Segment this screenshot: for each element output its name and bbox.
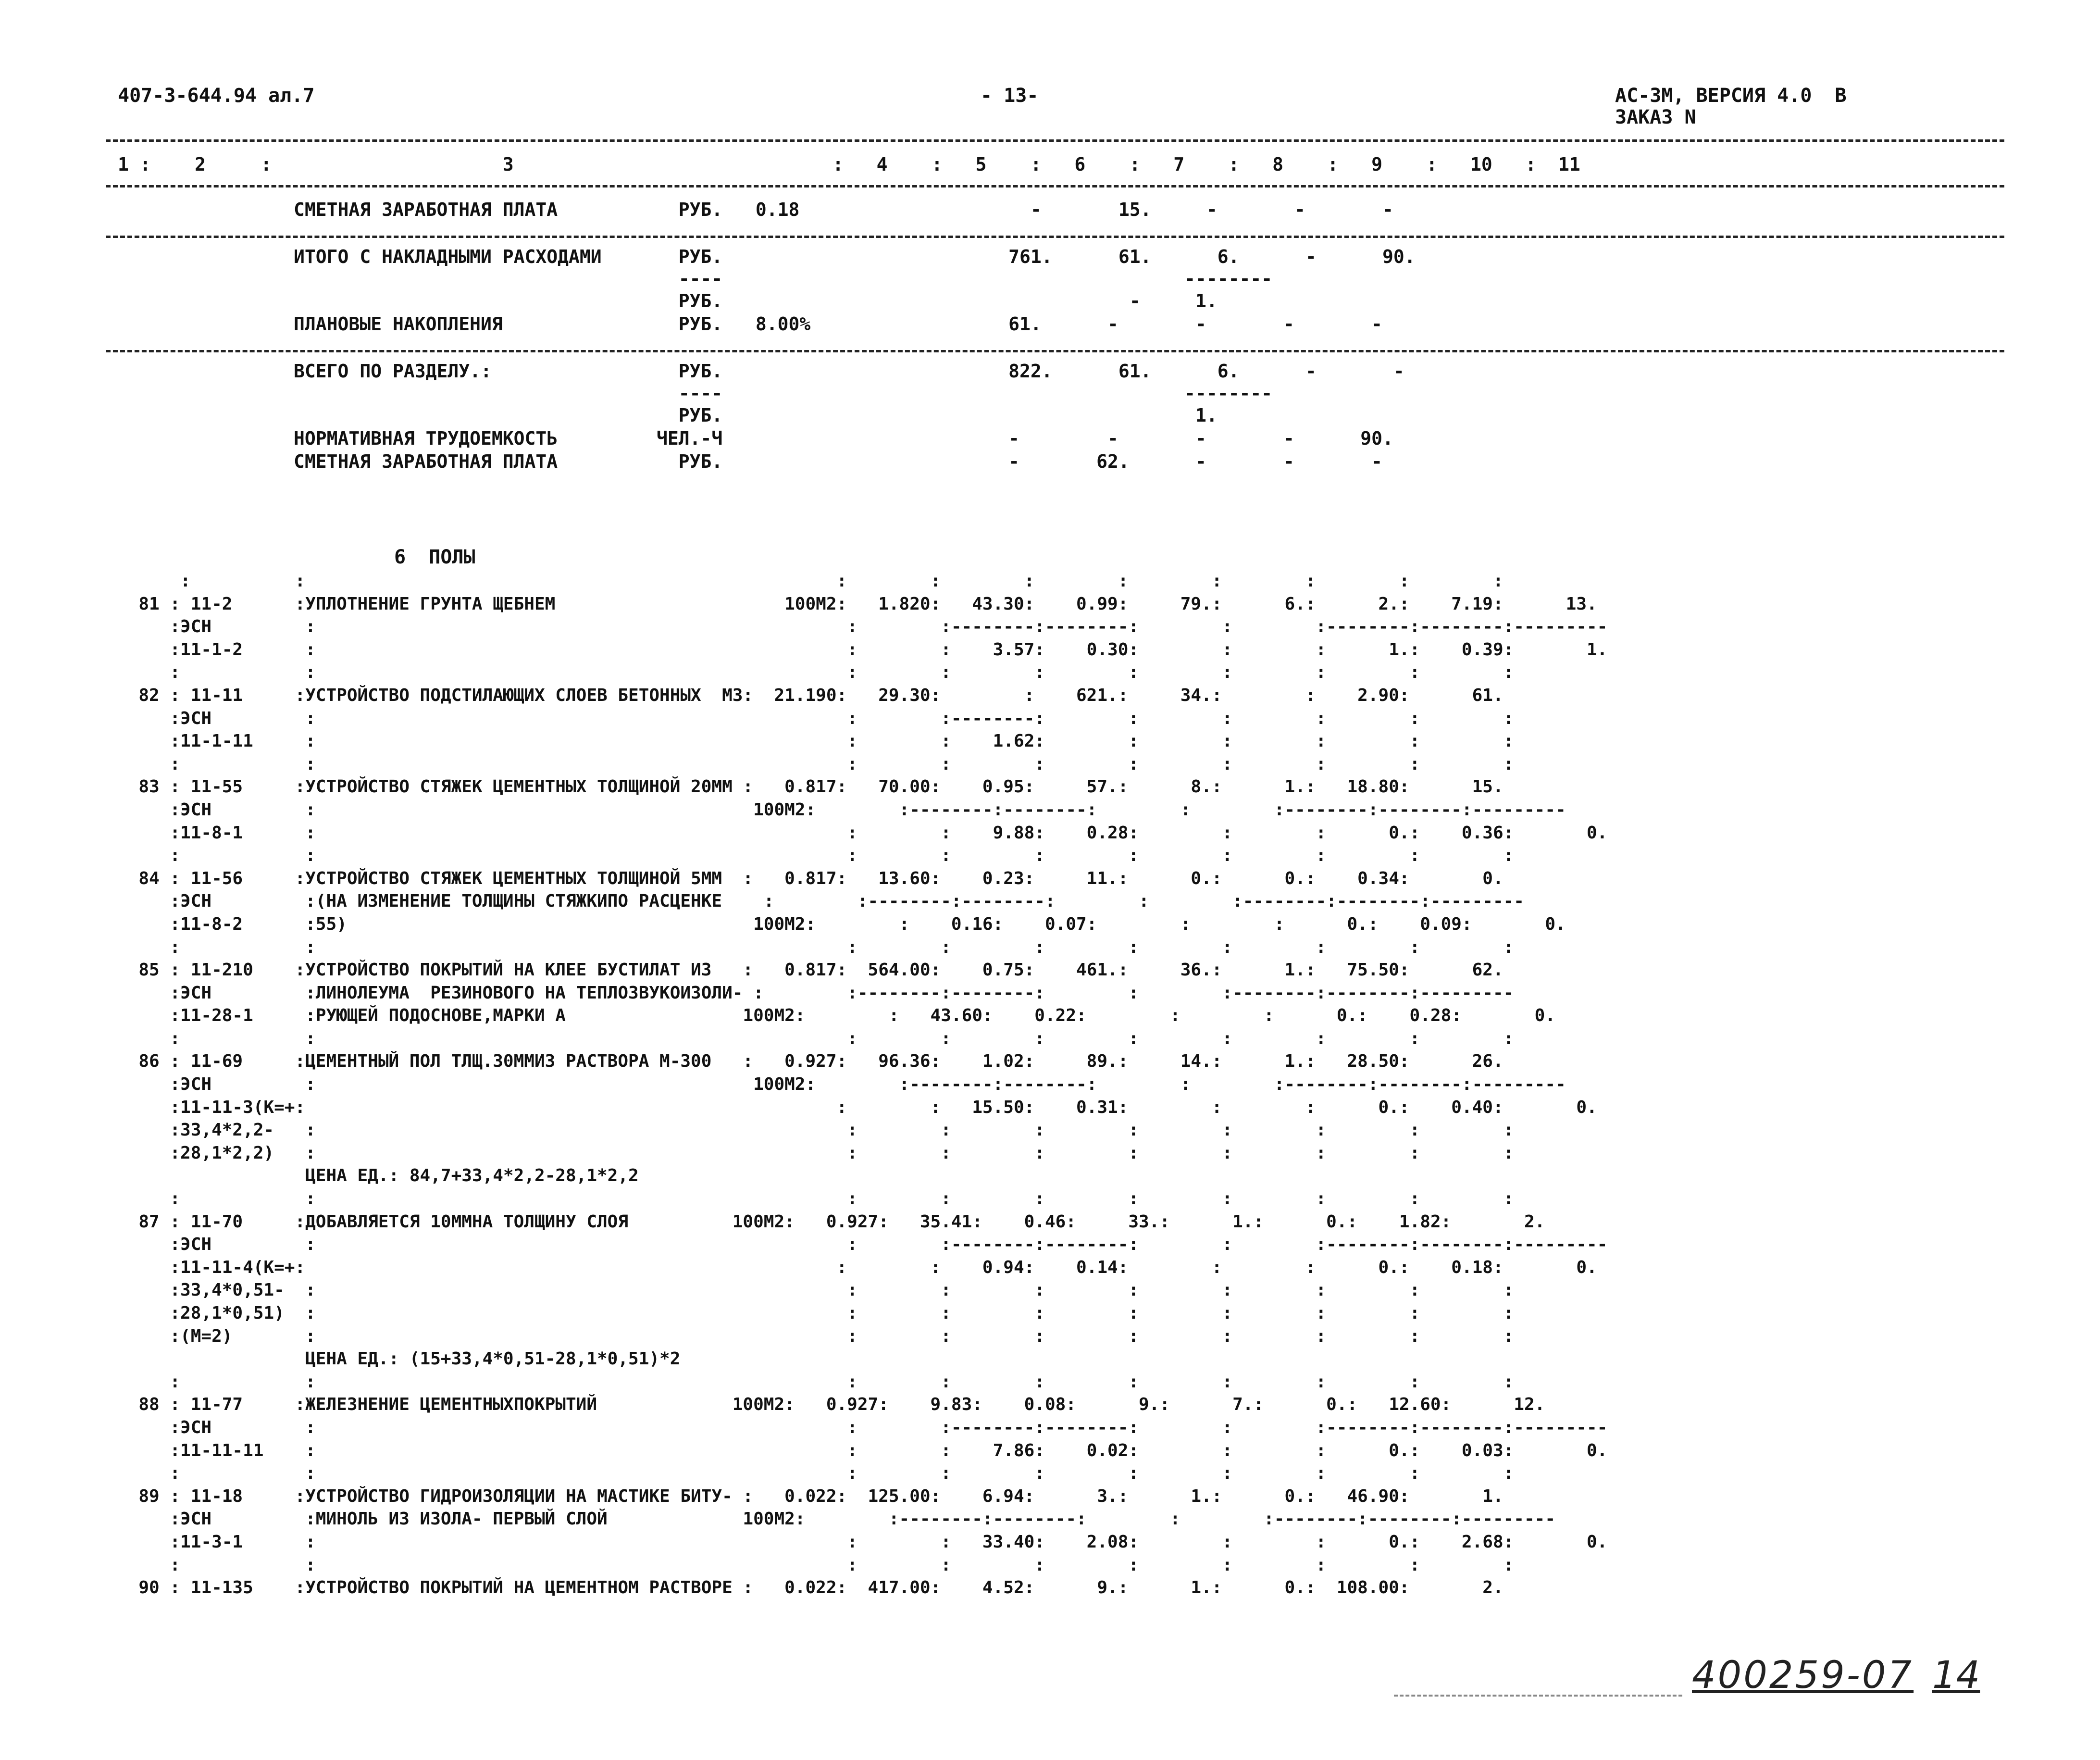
estimate-line: : : : : : : : : : : [118, 1463, 1514, 1484]
section-title: 6 ПОЛЫ [394, 546, 475, 568]
estimate-line: :11-28-1 :РУЮЩЕЙ ПОДОСНОВЕ,МАРКИ А 100М2: : 43.60: 0.22: : : 0.: 0.28: 0. [118, 1006, 1555, 1026]
summary-line: ---- -------- [118, 268, 1273, 289]
estimate-line: : : : : : : : : : : [118, 1189, 1514, 1209]
estimate-line: :11-11-4(К=+: : : 0.94: 0.14: : : 0.: 0.18: 0. [118, 1257, 1597, 1277]
estimate-line: : : : : : : : : : : [118, 1028, 1514, 1049]
estimate-line: 86 : 11-69 :ЦЕМЕНТНЫЙ ПОЛ ТЛЩ.30ММИЗ РАСТВОРА М-300 : 0.927: 96.36: 1.02: 89.: 14.: 1.: 28.50: 26. [118, 1051, 1504, 1072]
summary-line: ---- -------- [118, 383, 1273, 404]
estimate-line: :33,4*0,51- : : : : : : : : : [118, 1280, 1514, 1300]
estimate-line: :11-1-11 : : : 1.62: : : : : : [118, 731, 1514, 751]
estimate-line: : : : : : : : : : : [118, 571, 1504, 591]
estimate-line: :ЭСН :(НА ИЗМЕНЕНИЕ ТОЛЩИНЫ СТЯЖКИПО РАСЦЕНКЕ : :--------:--------: : :--------:--------:--------- [118, 891, 1524, 911]
estimate-line: :28,1*2,2) : : : : : : : : : [118, 1143, 1514, 1163]
estimate-line: :ЭСН : 100М2: :--------:--------: : :--------:--------:--------- [118, 799, 1566, 820]
estimate-line: :11-3-1 : : : 33.40: 2.08: : : 0.: 2.68: 0. [118, 1532, 1608, 1552]
divider-line [106, 185, 2004, 187]
estimate-line: :ЭСН : : :--------: : : : : : [118, 708, 1514, 728]
estimate-line: : : : : : : : : : : [118, 1372, 1514, 1392]
summary-block [118, 360, 1404, 473]
estimate-line: :28,1*0,51) : : : : : : : : : [118, 1303, 1514, 1323]
column-header-row: 1 : 2 : 3 : 4 : 5 : 6 : 7 : 8 : 9 : 10 : 11 [118, 154, 1580, 175]
estimate-line: ЦЕНА ЕД.: 84,7+33,4*2,2-28,1*2,2 [118, 1166, 639, 1186]
program-version: АС-3М, ВЕРСИЯ 4.0 В [1615, 85, 1847, 107]
summary-line: ИТОГО С НАКЛАДНЫМИ РАСХОДАМИ РУБ. 761. 61. 6. - 90. [118, 246, 1416, 267]
estimate-line: :11-11-11 : : : 7.86: 0.02: : : 0.: 0.03: 0. [118, 1440, 1608, 1460]
estimate-line: ЦЕНА ЕД.: (15+33,4*0,51-28,1*0,51)*2 [118, 1349, 681, 1369]
estimate-line: 82 : 11-11 :УСТРОЙСТВО ПОДСТИЛАЮЩИХ СЛОЕВ БЕТОННЫХ М3: 21.190: 29.30: : 621.: 34.: : 2.90: 61. [118, 685, 1504, 705]
estimate-line: : : : : : : : : : : [118, 662, 1514, 683]
estimate-line: :(М=2) : : : : : : : : : [118, 1326, 1514, 1346]
estimate-line: 89 : 11-18 :УСТРОЙСТВО ГИДРОИЗОЛЯЦИИ НА МАСТИКЕ БИТУ- : 0.022: 125.00: 6.94: 3.: 1.: 0.: 46.90: 1. [118, 1486, 1504, 1506]
estimate-line: :11-11-3(К=+: : : 15.50: 0.31: : : 0.: 0.40: 0. [118, 1097, 1597, 1117]
summary-line: СМЕТНАЯ ЗАРАБОТНАЯ ПЛАТА РУБ. 0.18 - 15. - - - [118, 199, 1393, 220]
summary-block [118, 245, 1416, 336]
estimate-line: :11-1-2 : : : 3.57: 0.30: : : 1.: 0.39: 1. [118, 639, 1608, 660]
estimate-line: 85 : 11-210 :УСТРОЙСТВО ПОКРЫТИЙ НА КЛЕЕ БУСТИЛАТ ИЗ : 0.817: 564.00: 0.75: 461.: 36.: 1.: 75.50: 62. [118, 960, 1504, 980]
page-number: - 13- [981, 85, 1039, 107]
summary-line: НОРМАТИВНАЯ ТРУДОЕМКОСТЬ ЧЕЛ.-Ч - - - - 90. [118, 428, 1393, 449]
estimate-line: :11-8-1 : : : 9.88: 0.28: : : 0.: 0.36: 0. [118, 823, 1608, 843]
estimate-line: :ЭСН : 100М2: :--------:--------: : :--------:--------:--------- [118, 1074, 1566, 1095]
estimate-rows [118, 570, 1607, 1599]
summary-line: СМЕТНАЯ ЗАРАБОТНАЯ ПЛАТА РУБ. - 62. - - - [118, 451, 1382, 472]
estimate-line: : : : : : : : : : : [118, 846, 1514, 866]
estimate-line: :ЭСН : : :--------:--------: : :--------:--------:--------- [118, 1235, 1608, 1255]
estimate-line: : : : : : : : : : : [118, 937, 1514, 957]
order-number: ЗАКАЗ N [1615, 106, 1696, 128]
signature-line [1394, 1695, 1682, 1697]
summary-line: РУБ. 1. [118, 405, 1218, 426]
estimate-line: 83 : 11-55 :УСТРОЙСТВО СТЯЖЕК ЦЕМЕНТНЫХ ТОЛЩИНОЙ 20ММ : 0.817: 70.00: 0.95: 57.: 8.: 1.: 18.80: 15. [118, 777, 1504, 797]
estimate-line: 87 : 11-70 :ДОБАВЛЯЕТСЯ 10ММНА ТОЛЩИНУ СЛОЯ 100М2: 0.927: 35.41: 0.46: 33.: 1.: 0.: 1.82: 2. [118, 1211, 1545, 1232]
estimate-line: :ЭСН : : :--------:--------: : :--------:--------:--------- [118, 617, 1608, 637]
estimate-line: :11-8-2 :55) 100М2: : 0.16: 0.07: : : 0.: 0.09: 0. [118, 914, 1566, 934]
estimate-line: : : : : : : : : : : [118, 754, 1514, 774]
estimate-line: :ЭСН :ЛИНОЛЕУМА РЕЗИНОВОГО НА ТЕПЛОЗВУКОИЗОЛИ- : :--------:--------: : :--------:--------:--------- [118, 983, 1514, 1003]
summary-block [118, 198, 1393, 221]
summary-line: ВСЕГО ПО РАЗДЕЛУ.: РУБ. 822. 61. 6. - - [118, 361, 1404, 382]
estimate-line: 88 : 11-77 :ЖЕЛЕЗНЕНИЕ ЦЕМЕНТНЫХПОКРЫТИЙ 100М2: 0.927: 9.83: 0.08: 9.: 7.: 0.: 12.60: 12. [118, 1395, 1545, 1415]
signature-number: 400259-07 [1692, 1654, 1914, 1697]
estimate-line: : : : : : : : : : : [118, 1555, 1514, 1575]
divider-line [106, 236, 2004, 238]
estimate-line: :33,4*2,2- : : : : : : : : : [118, 1120, 1514, 1140]
summary-line: РУБ. - 1. [118, 290, 1218, 312]
sheet-number: 14 [1932, 1654, 1980, 1697]
estimate-line: :ЭСН :МИНОЛЬ ИЗ ИЗОЛА- ПЕРВЫЙ СЛОЙ 100М2: :--------:--------: : :--------:--------:--------- [118, 1509, 1555, 1529]
estimate-line: 81 : 11-2 :УПЛОТНЕНИЕ ГРУНТА ЩЕБНЕМ 100М2: 1.820: 43.30: 0.99: 79.: 6.: 2.: 7.19: 13. [118, 594, 1597, 614]
estimate-line: :ЭСН : : :--------:--------: : :--------:--------:--------- [118, 1417, 1608, 1437]
summary-line: ПЛАНОВЫЕ НАКОПЛЕНИЯ РУБ. 8.00% 61. - - - - [118, 313, 1382, 335]
divider-line [106, 139, 2004, 142]
divider-line [106, 350, 2004, 352]
document-code: 407-3-644.94 ал.7 [118, 85, 315, 107]
estimate-line: 90 : 11-135 :УСТРОЙСТВО ПОКРЫТИЙ НА ЦЕМЕНТНОМ РАСТВОРЕ : 0.022: 417.00: 4.52: 9.: 1.: 0.: 108.00: 2. [118, 1578, 1504, 1598]
estimate-line: 84 : 11-56 :УСТРОЙСТВО СТЯЖЕК ЦЕМЕНТНЫХ ТОЛЩИНОЙ 5ММ : 0.817: 13.60: 0.23: 11.: 0.: 0.: 0.34: 0. [118, 868, 1504, 888]
